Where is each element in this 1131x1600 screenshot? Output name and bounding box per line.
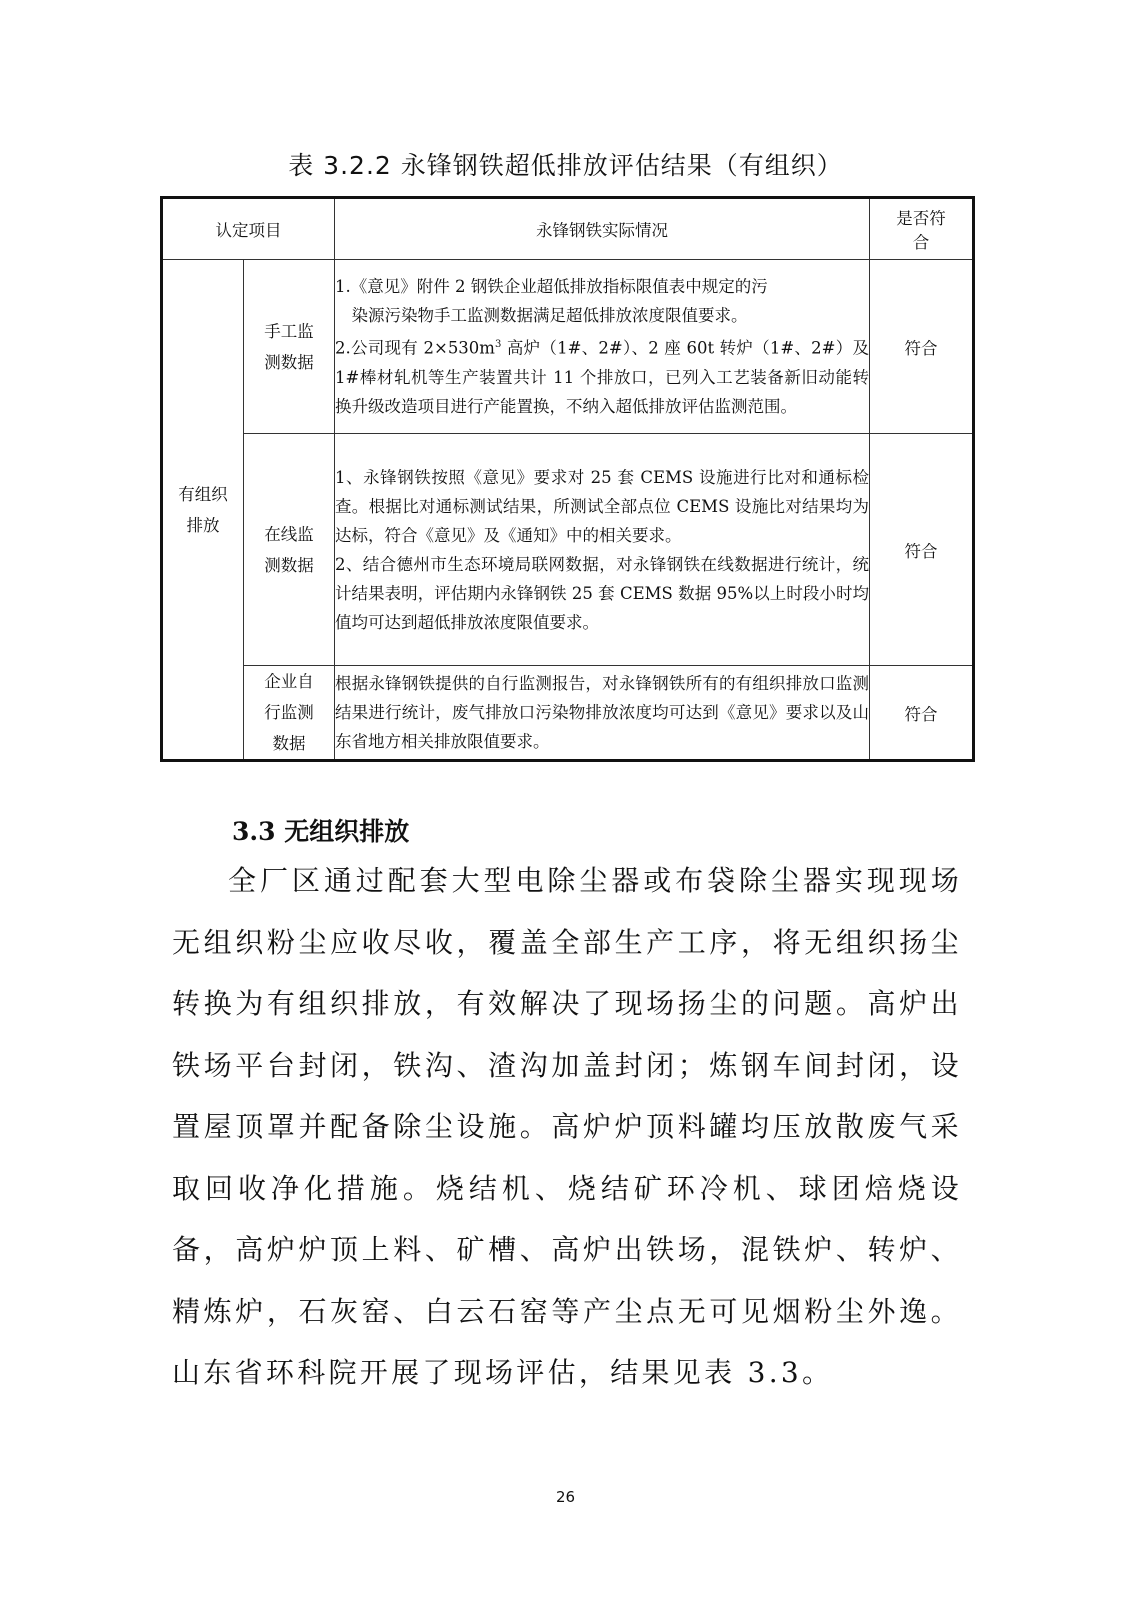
header-conform-line2: 合: [912, 233, 930, 252]
sub-item-cell: [244, 260, 335, 434]
table-row: [162, 260, 974, 434]
desc-paragraph: 根据永锋钢铁提供的自行监测报告，对永锋钢铁所有的有组织排放口监测结果进行统计，废气排放口污染物排放浓度均可达到《意见》要求以及山东省地方相关排放限值要求。: [335, 674, 869, 751]
table-row: [162, 434, 974, 666]
sub-item-line: 数据: [272, 734, 306, 753]
conform-cell: 符合: [870, 434, 974, 666]
header-item: 认定项目: [162, 198, 335, 260]
superscript: 3: [494, 339, 502, 351]
sub-item-line: 在线监: [264, 524, 314, 544]
assessment-table: [160, 196, 975, 762]
desc-text: 2.公司现有 2×530m: [335, 338, 495, 358]
category-line1: 有组织: [178, 484, 228, 504]
desc-paragraph: 1、永锋钢铁按照《意见》要求对 25 套 CEMS 设施进行比对和通标检查。根据比对通标测试结果，所测试全部点位 CEMS 设施比对结果均为达标，符合《意见》及《通知》中的相关要求。: [335, 467, 869, 545]
desc-paragraph: [335, 330, 869, 421]
sub-item-line: 测数据: [264, 555, 314, 575]
description-cell: [335, 666, 870, 761]
conform-cell: 符合: [870, 260, 974, 434]
section-body: [172, 850, 962, 1404]
conform-cell: 符合: [870, 666, 974, 761]
table-caption: 表 3.2.2 永锋钢铁超低排放评估结果（有组织）: [288, 151, 843, 180]
sub-item-line: 企业自: [264, 672, 314, 691]
header-conform: [870, 198, 974, 260]
category-line2: 排放: [186, 515, 220, 535]
header-conform-line1: 是否符: [896, 209, 946, 228]
body-paragraph: 全厂区通过配套大型电除尘器或布袋除尘器实现现场无组织粉尘应收尽收，覆盖全部生产工序，将无组织扬尘转换为有组织排放，有效解决了现场扬尘的问题。高炉出铁场平台封闭，铁沟、渣沟加盖封闭；炼钢车间封闭，设置屋顶罩并配备除尘设施。高炉炉顶料罐均压放散废气采取回收净化措施。烧结机、烧结矿环冷机、球团焙烧设备，高炉炉顶上料、矿槽、高炉出铁场，混铁炉、转炉、精炼炉，石灰窑、白云石窑等产尘点无可见烟粉尘外逸。山东省环科院开展了现场评估，结果见表 3.3。: [172, 864, 962, 1389]
sub-item-line: 测数据: [264, 352, 314, 372]
page-number: 26: [555, 1488, 576, 1506]
description-cell: [335, 260, 870, 434]
sub-item-line: 行监测: [264, 703, 314, 722]
table-header-row: [162, 198, 974, 260]
sub-item-cell: [244, 434, 335, 666]
desc-text: 高炉（1#、2#）、2 座 60t 转炉（1#、2#）及 1#棒材轧机等生产装置共计 11 个排放口，已列入工艺装备新旧动能转换升级改造项目进行产能置换，不纳入超低排放评估监测范围。: [335, 338, 870, 416]
sub-item-cell: [244, 666, 335, 761]
desc-paragraph: 染源污染物手工监测数据满足超低排放浓度限值要求。: [351, 306, 748, 326]
description-cell: [335, 434, 870, 666]
desc-paragraph: 1.《意见》附件 2 钢铁企业超低排放指标限值表中规定的污: [335, 277, 768, 297]
header-situation: 永锋钢铁实际情况: [335, 198, 870, 260]
desc-paragraph: 2、结合德州市生态环境局联网数据，对永锋钢铁在线数据进行统计，统计结果表明，评估期内永锋钢铁 25 套 CEMS 数据 95%以上时段小时均值均可达到超低排放浓度限值要求。: [335, 554, 869, 632]
category-cell: [162, 260, 244, 761]
section-heading: 3.3 无组织排放: [232, 817, 410, 846]
sub-item-line: 手工监: [264, 321, 314, 341]
table-row: [162, 666, 974, 761]
